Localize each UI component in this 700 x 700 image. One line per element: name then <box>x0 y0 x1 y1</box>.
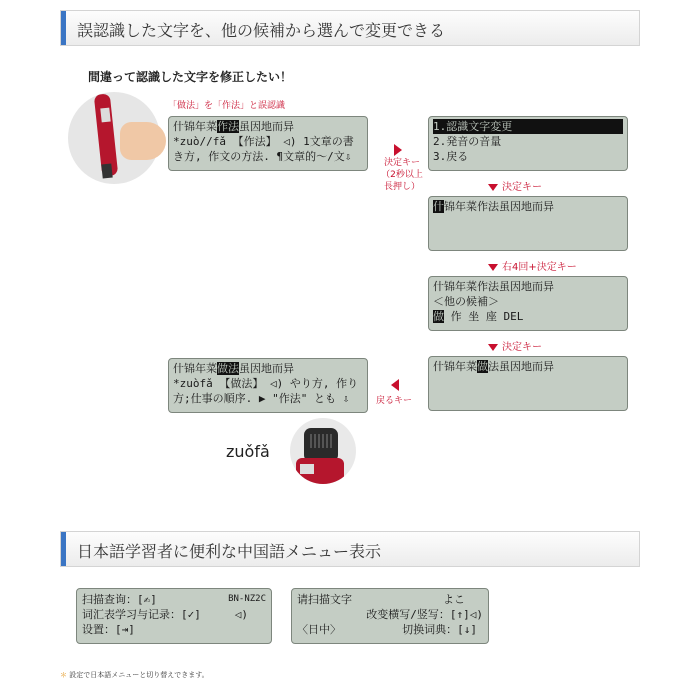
footnote-text: 設定で日本語メニューと切り替えできます。 <box>69 671 209 679</box>
back-key-label: 戻るキー <box>376 396 413 406</box>
lcd-line: *zuò//fǎ 【作法】 ◁) 1文章の書 <box>173 135 354 148</box>
step-label: 決定キー <box>383 158 420 168</box>
arrow-left-icon <box>391 374 399 393</box>
orientation-label: よこ <box>443 593 465 606</box>
section-header-1 <box>60 10 640 46</box>
misrecognition-caption: 「做法」を「作法」と誤認識 <box>168 101 286 111</box>
header-accent-bar <box>61 11 66 45</box>
menu-item-orientation[interactable]: 改变横写/竖写：[↑]◁) <box>366 608 483 621</box>
lcd-line[interactable]: 3.戻る <box>433 150 469 163</box>
lcd-line: 什锦年菜做法虽因地而异 <box>173 362 294 375</box>
lcd-line <box>82 607 266 622</box>
lcd-line: き方, 作文の方法. ¶文章的〜/文⇩ <box>173 150 352 163</box>
footnote <box>60 670 209 680</box>
model-name: BN-NZ2C <box>228 594 266 604</box>
menu-item-scan[interactable]: 扫描查询：[✍] <box>82 593 157 606</box>
menu-item-switch-dictionary[interactable]: 切换词典：[↓] <box>402 623 477 636</box>
scan-prompt: 请扫描文字 <box>297 593 352 606</box>
lcd-line: 什锦年菜做法虽因地而异 <box>433 360 554 373</box>
section-title-1: 誤認識した文字を、他の候補から選んで変更できる <box>77 21 446 40</box>
lcd-line: 什锦年菜作法虽因地而异 <box>433 200 554 213</box>
speaker-pen-tip-illustration <box>290 418 356 484</box>
lcd-line: ＜他の候補＞ <box>433 295 499 308</box>
lcd-chinese-menu-right <box>291 588 489 644</box>
lcd-line: 什锦年菜作法虽因地而异 <box>433 280 554 293</box>
step-down-right4: 右4回+決定キー <box>488 258 577 273</box>
section-title-2: 日本語学習者に便利な中国語メニュー表示 <box>77 542 382 561</box>
lcd-screen-cursor <box>428 196 628 251</box>
long-press-label <box>378 157 426 193</box>
lcd-line: 什锦年菜作法虽因地而异 <box>173 120 294 133</box>
section-subtitle: 間違って認識した文字を修正したい！ <box>88 70 293 84</box>
step-down-kettei-2: 決定キー <box>488 338 542 353</box>
pinyin-label: zuǒfǎ <box>226 442 270 461</box>
lcd-line <box>297 622 483 637</box>
lcd-line <box>297 592 483 607</box>
step-down-kettei: 決定キー <box>488 178 542 193</box>
lcd-line: *zuòfǎ 【做法】 ◁) やり方, 作り <box>173 377 359 390</box>
footnote-bullet-icon: ＊ <box>60 671 67 679</box>
lcd-chinese-menu-left <box>76 588 272 644</box>
lcd-screen-corrected <box>428 356 628 411</box>
arrow-right-icon <box>394 139 402 158</box>
lcd-screen-result <box>168 358 368 413</box>
section-header-2 <box>60 531 640 567</box>
lcd-line[interactable]: 2.発音の音量 <box>433 135 502 148</box>
speaker-icon: ◁) <box>234 608 248 621</box>
lcd-screen-menu <box>428 116 628 171</box>
scanner-pen-illustration <box>68 92 168 184</box>
lcd-line <box>82 592 266 607</box>
dictionary-mode: 〈日中〉 <box>297 623 341 636</box>
menu-item-settings[interactable]: 设置：[⇥] <box>82 623 135 636</box>
menu-item-vocab[interactable]: 词汇表学习与记录：[✓] <box>82 608 201 621</box>
step-label: 長押し） <box>383 182 420 192</box>
lcd-line: 方;仕事の順序. ▶ "作法" とも ⇩ <box>173 392 350 405</box>
lcd-screen-candidates <box>428 276 628 331</box>
candidate-list[interactable]: 做 作 坐 座 DEL <box>433 310 524 323</box>
header-accent-bar <box>61 532 66 566</box>
lcd-line[interactable]: 1.認識文字変更 <box>433 119 623 134</box>
lcd-screen-misrecognized <box>168 116 368 171</box>
step-label: （2秒以上 <box>381 170 423 180</box>
